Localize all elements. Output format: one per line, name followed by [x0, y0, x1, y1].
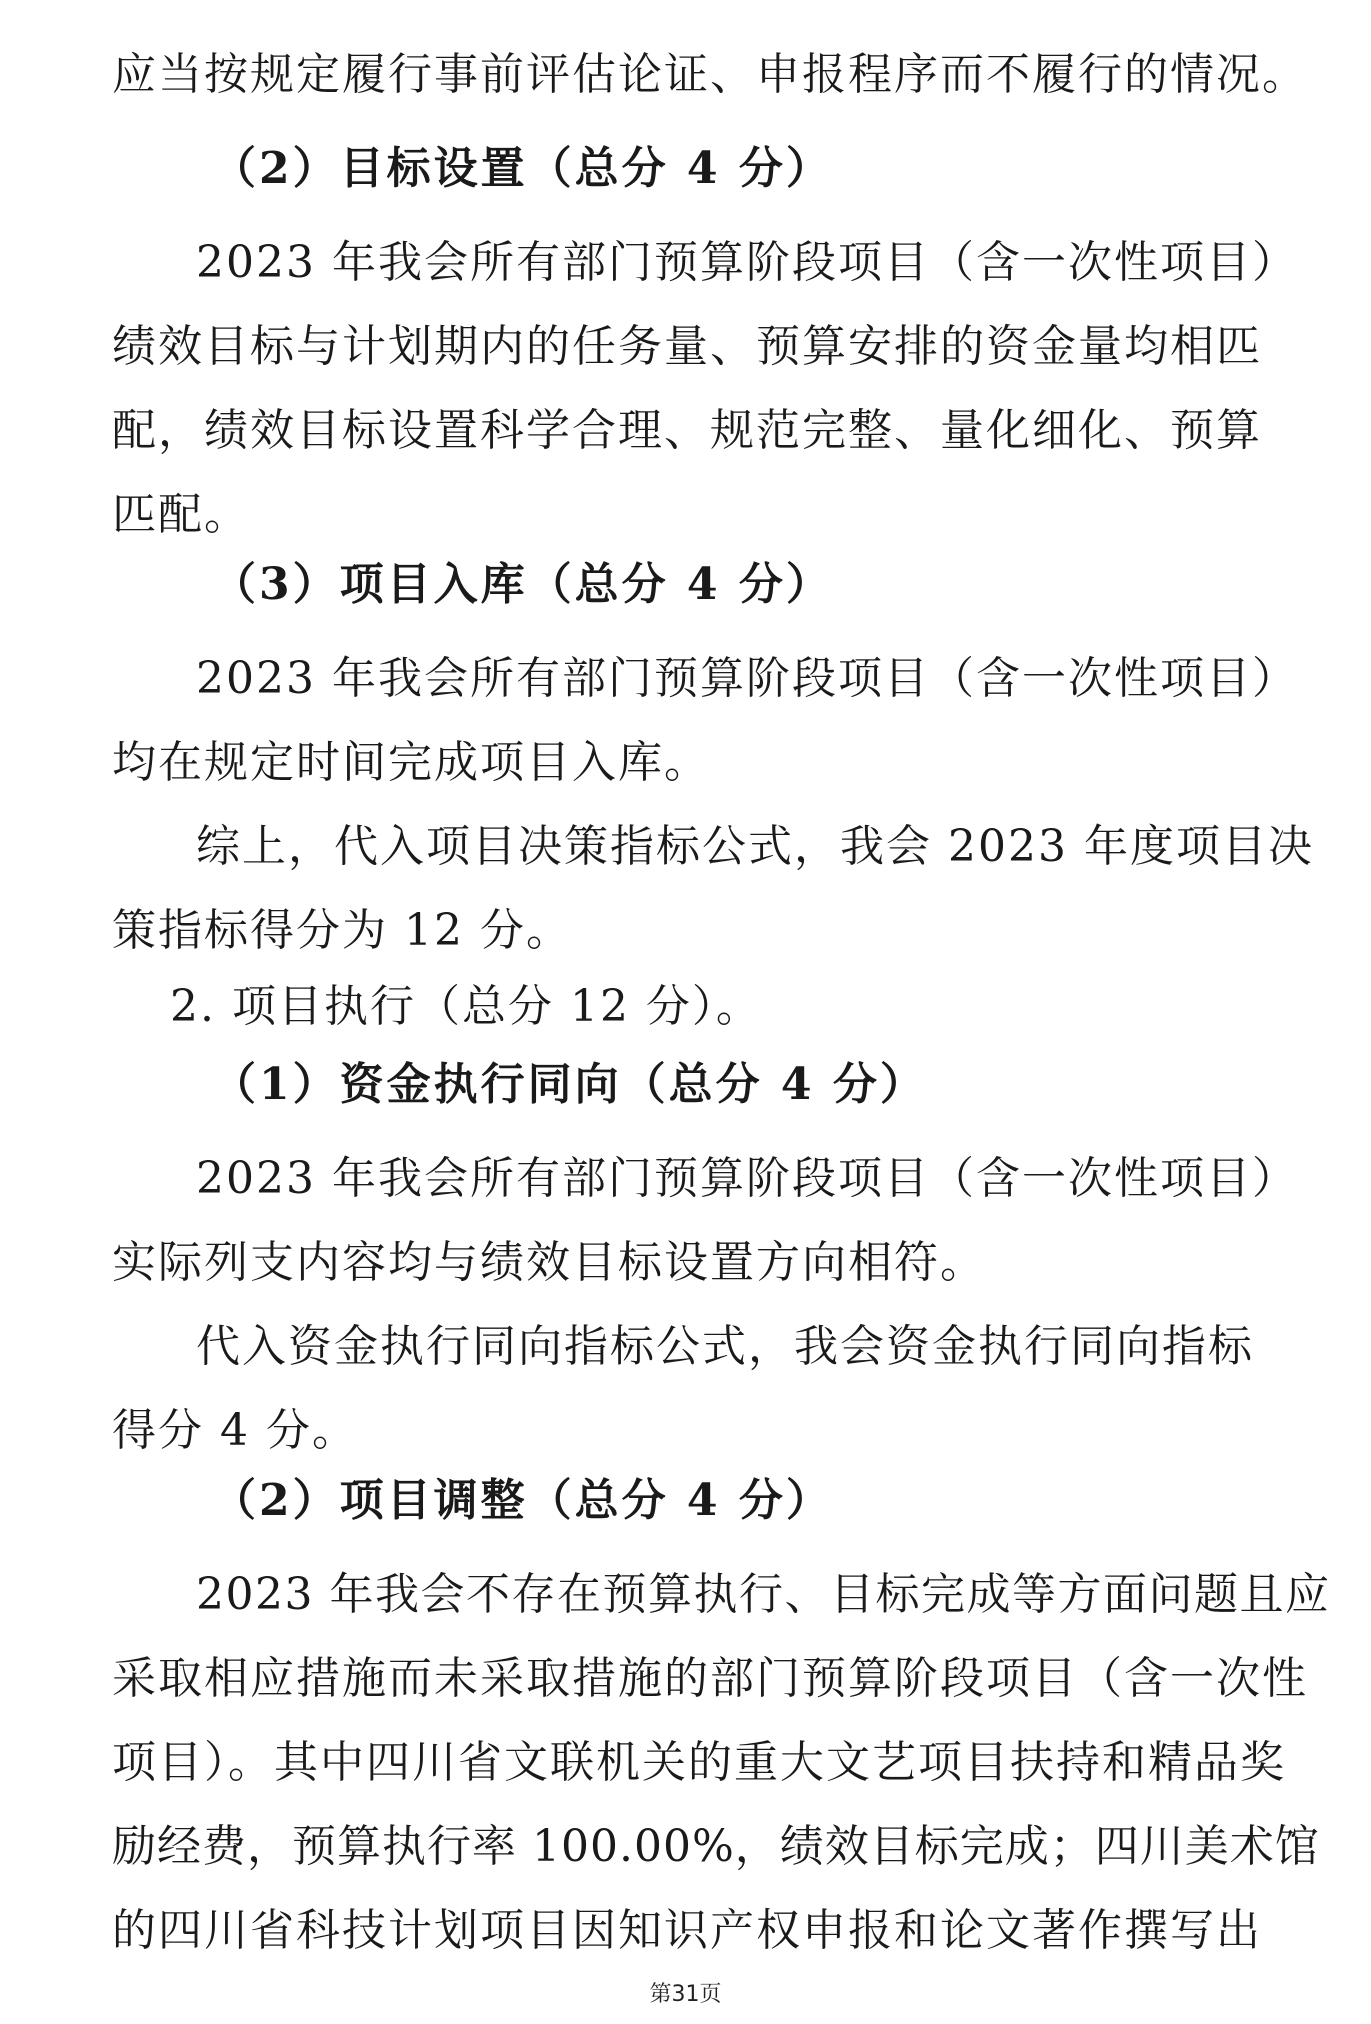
section-heading-target-setting: （2）目标设置（总分 4 分）: [212, 143, 833, 194]
body-text-line: 得分 4 分。: [112, 1405, 358, 1456]
body-text-line: 2023 年我会所有部门预算阶段项目（含一次性项目）: [196, 1153, 1298, 1204]
body-text-line: 应当按规定履行事前评估论证、申报程序而不履行的情况。: [112, 49, 1308, 100]
body-text-line: 策指标得分为 12 分。: [112, 905, 572, 956]
body-text-line: 项目）。其中四川省文联机关的重大文艺项目扶持和精品奖: [112, 1737, 1286, 1788]
body-text-line: 励经费，预算执行率 100.00%，绩效目标完成；四川美术馆: [112, 1821, 1320, 1872]
body-text-line: 均在规定时间完成项目入库。: [112, 737, 710, 788]
body-text-line: 2023 年我会不存在预算执行、目标完成等方面问题且应: [196, 1569, 1331, 1620]
body-text-line: 代入资金执行同向指标公式，我会资金执行同向指标: [196, 1321, 1254, 1372]
body-text-line: 采取相应措施而未采取措施的部门预算阶段项目（含一次性: [112, 1653, 1308, 1704]
page-number: 第31页: [649, 1982, 722, 2007]
section-heading-project-adjustment: （2）项目调整（总分 4 分）: [212, 1475, 833, 1526]
section-heading-fund-direction: （1）资金执行同向（总分 4 分）: [212, 1059, 927, 1110]
body-text-line: 实际列支内容均与绩效目标设置方向相符。: [112, 1237, 986, 1288]
body-text-line: 绩效目标与计划期内的任务量、预算安排的资金量均相匹: [112, 321, 1262, 372]
body-text-line: 配，绩效目标设置科学合理、规范完整、量化细化、预算: [112, 405, 1262, 456]
body-text-line: 2023 年我会所有部门预算阶段项目（含一次性项目）: [196, 237, 1298, 288]
body-text-line: 2023 年我会所有部门预算阶段项目（含一次性项目）: [196, 653, 1298, 704]
body-text-line: 匹配。: [112, 489, 250, 540]
body-text-line: 的四川省科技计划项目因知识产权申报和论文著作撰写出: [112, 1905, 1262, 1956]
body-text-line: 综上，代入项目决策指标公式，我会 2023 年度项目决: [196, 821, 1314, 872]
section-heading-project-storage: （3）项目入库（总分 4 分）: [212, 559, 833, 610]
section-heading-project-execution: 2. 项目执行（总分 12 分）。: [170, 981, 762, 1032]
